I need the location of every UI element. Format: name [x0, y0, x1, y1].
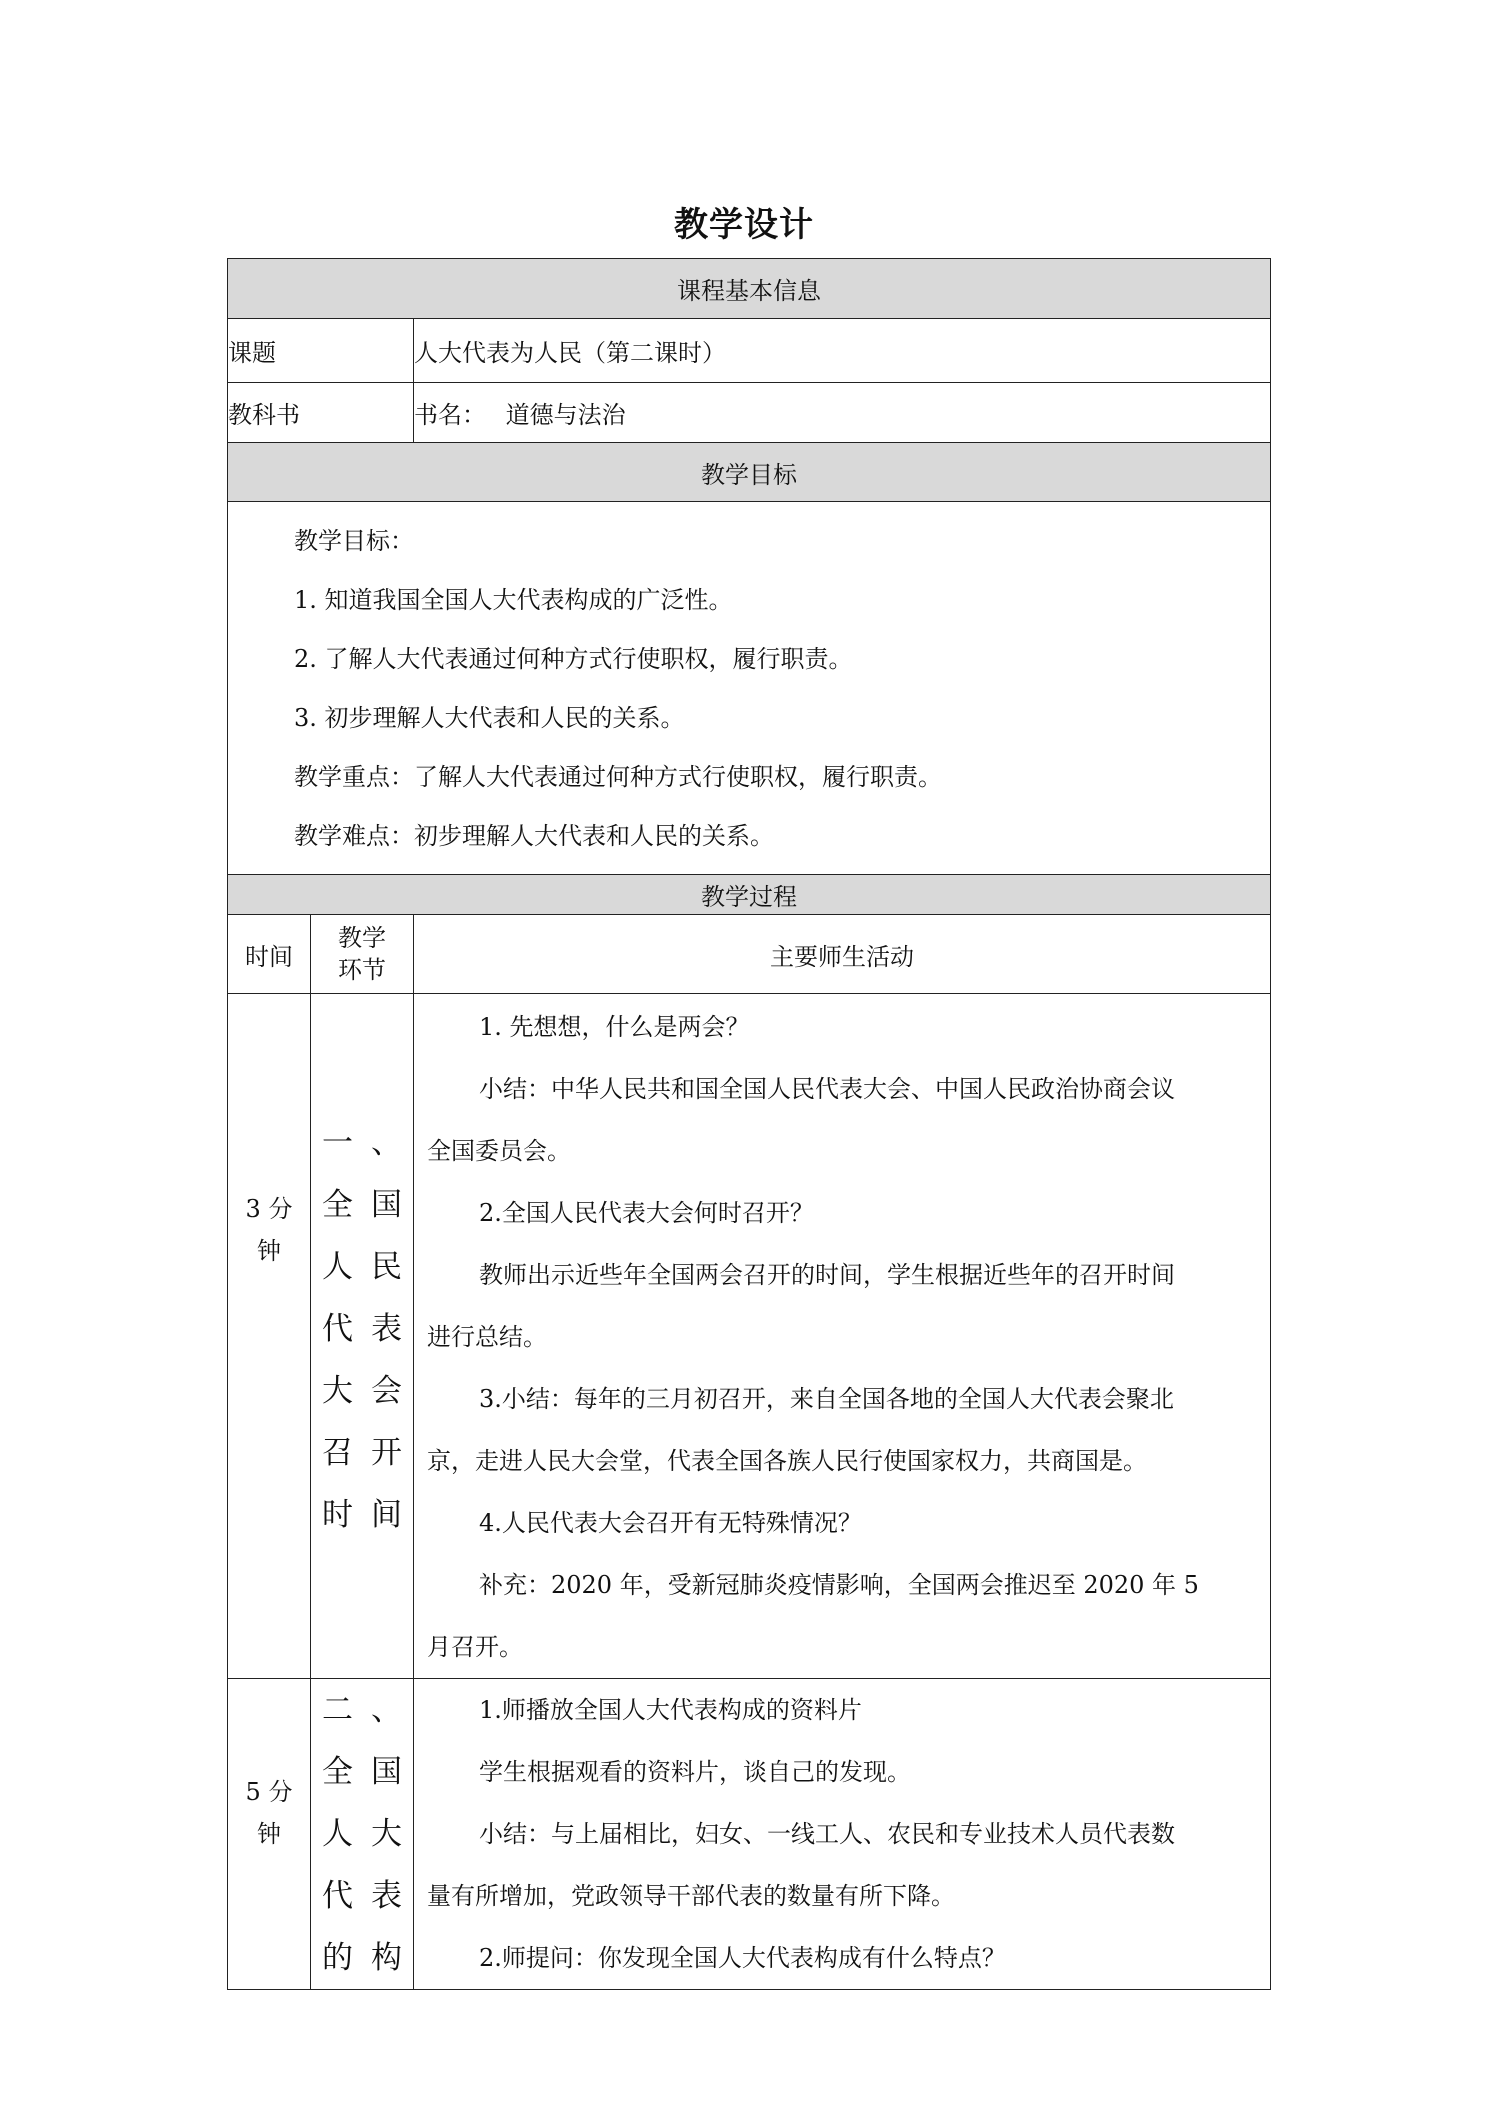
activity-line: 全国委员会。: [427, 1137, 571, 1165]
page-title: 教学设计: [674, 205, 814, 245]
row2-time-line1: 5 分: [245, 1778, 293, 1806]
process-header-row: [228, 875, 1271, 915]
row1-stage-line: 代 表: [322, 1311, 402, 1347]
row1-stage-line: 时 间: [322, 1497, 402, 1533]
row1-time-line2: 钟: [257, 1237, 281, 1265]
row2-stage: [311, 1679, 414, 1990]
row2-stage-line: 二、: [322, 1692, 402, 1728]
goals-line: 2. 了解人大代表通过何种方式行使职权，履行职责。: [294, 645, 853, 673]
textbook-label: 教科书: [228, 383, 414, 443]
col-stage-header: [311, 915, 414, 994]
goals-line: 教学目标：: [294, 527, 414, 555]
activity-line: 小结：中华人民共和国全国人民代表大会、中国人民政治协商会议: [479, 1075, 1175, 1103]
basic-info-header: 课程基本信息: [228, 259, 1271, 319]
activity-line: 京，走进人民大会堂，代表全国各族人民行使国家权力，共商国是。: [427, 1447, 1147, 1475]
process-row-1: [228, 994, 1271, 1679]
goals-cell: [228, 502, 1271, 875]
goals-header: 教学目标: [228, 443, 1271, 502]
topic-row: [228, 319, 1271, 383]
topic-label: 课题: [228, 319, 414, 383]
row1-stage-line: 召 开: [322, 1435, 402, 1471]
goals-line: 3. 初步理解人大代表和人民的关系。: [294, 704, 685, 732]
activity-line: 2.师提问：你发现全国人大代表构成有什么特点？: [479, 1944, 1006, 1972]
topic-value: 人大代表为人民（第二课时）: [414, 319, 1271, 383]
row2-time: [228, 1679, 311, 1990]
process-header: 教学过程: [228, 875, 1271, 915]
row2-stage-line: 全 国: [322, 1754, 402, 1790]
row1-stage: [311, 994, 414, 1679]
activity-line: 2.全国人民代表大会何时召开？: [479, 1199, 814, 1227]
row1-stage-line: 一、: [322, 1125, 402, 1161]
activity-line: 进行总结。: [427, 1323, 547, 1351]
basic-info-header-row: [228, 259, 1271, 319]
activity-line: 月召开。: [427, 1633, 523, 1661]
activity-line: 补充：2020 年，受新冠肺炎疫情影响，全国两会推迟至 2020 年 5: [479, 1571, 1199, 1599]
goals-line: 教学重点：了解人大代表通过何种方式行使职权，履行职责。: [294, 763, 942, 791]
row1-time: [228, 994, 311, 1679]
row1-stage-line: 大 会: [322, 1373, 402, 1409]
activity-line: 教师出示近些年全国两会召开的时间，学生根据近些年的召开时间: [479, 1261, 1175, 1289]
row2-stage-line: 代 表: [322, 1878, 402, 1914]
process-row-2: [228, 1679, 1271, 1990]
col-time-header: 时间: [228, 915, 311, 994]
lesson-plan-table: [227, 258, 1271, 1990]
activity-line: 小结：与上届相比，妇女、一线工人、农民和专业技术人员代表数: [479, 1820, 1175, 1848]
textbook-row: [228, 383, 1271, 443]
row1-stage-line: 全 国: [322, 1187, 402, 1223]
activity-line: 学生根据观看的资料片，谈自己的发现。: [479, 1758, 911, 1786]
goals-row: [228, 502, 1271, 875]
process-columns-row: [228, 915, 1271, 994]
col-activity-header: 主要师生活动: [414, 915, 1271, 994]
row2-time-line2: 钟: [257, 1820, 281, 1848]
row1-activities: [414, 994, 1271, 1679]
row2-stage-line: 人 大: [322, 1816, 402, 1852]
row2-activities: [414, 1679, 1271, 1990]
row1-time-line1: 3 分: [245, 1195, 293, 1223]
activity-line: 1.师播放全国人大代表构成的资料片: [479, 1696, 862, 1724]
activity-line: 3.小结：每年的三月初召开，来自全国各地的全国人大代表会聚北: [479, 1385, 1174, 1413]
activity-line: 4.人民代表大会召开有无特殊情况？: [479, 1509, 862, 1537]
activity-line: 1. 先想想，什么是两会？: [479, 1013, 750, 1041]
col-stage-header-line2: 环节: [338, 956, 386, 984]
goals-line: 1. 知道我国全国人大代表构成的广泛性。: [294, 586, 733, 614]
goals-line: 教学难点：初步理解人大代表和人民的关系。: [294, 822, 774, 850]
row2-stage-line: 的 构: [322, 1940, 402, 1976]
col-stage-header-line1: 教学: [338, 924, 386, 952]
textbook-value: 书名： 道德与法治: [414, 383, 1271, 443]
goals-header-row: [228, 443, 1271, 502]
activity-line: 量有所增加，党政领导干部代表的数量有所下降。: [427, 1882, 955, 1910]
row1-stage-line: 人 民: [322, 1249, 402, 1285]
